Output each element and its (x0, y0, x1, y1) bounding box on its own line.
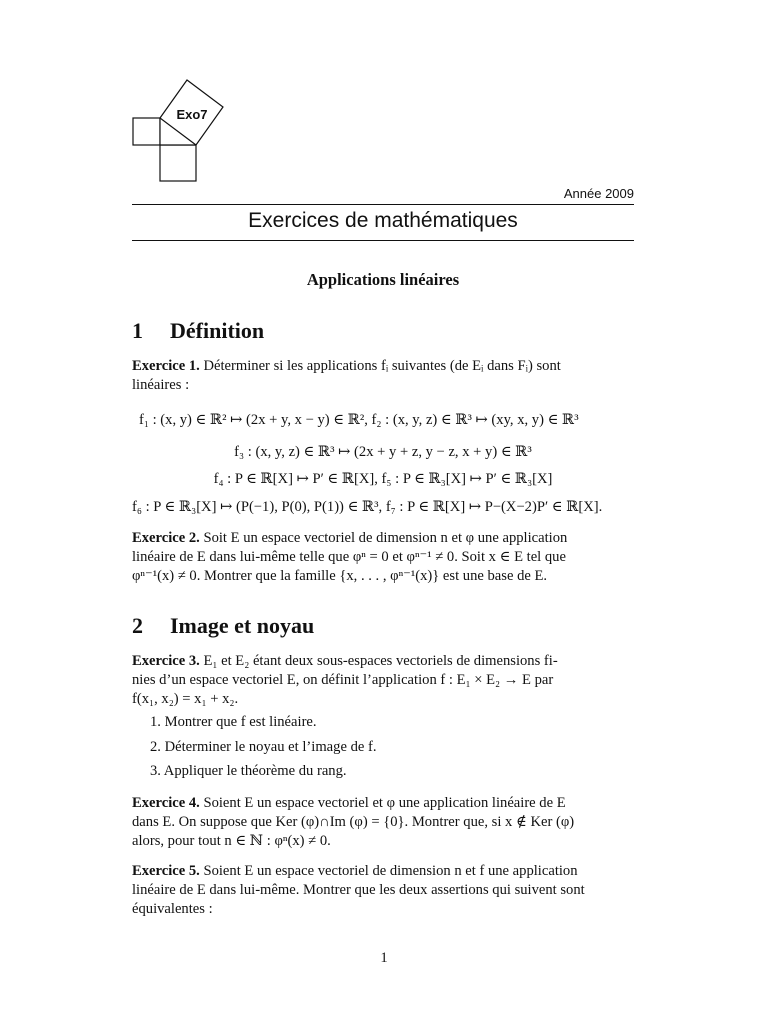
section-number: 1 (132, 318, 143, 343)
bottom-rule (132, 240, 634, 241)
equation-f4-f5: f₄ : P ∈ ℝ[X] ↦ P′ ∈ ℝ[X], f₅ : P ∈ ℝ₃[X] ↦ P′ ∈ ℝ₃[X] (213, 471, 553, 487)
exercise-text-line: alors, pour tout n ∈ ℕ : φⁿ(x) ≠ 0. (132, 833, 331, 849)
exercise-1 (132, 357, 634, 395)
exercise-text-line: φⁿ⁻¹(x) ≠ 0. Montrer que la famille {x, . . . , φⁿ⁻¹(x)} est une base de E. (132, 568, 548, 584)
page-number: 1 (380, 950, 388, 966)
exercise-text-line: linéaire de E dans lui-même telle que φⁿ = 0 et φⁿ⁻¹ ≠ 0. Soit x ∈ E tel que (132, 549, 566, 565)
exercise-4 (132, 794, 634, 851)
exercise-5 (132, 862, 634, 919)
exo7-logo (126, 74, 236, 190)
exercise-3 (132, 652, 634, 709)
section-heading-1 (132, 318, 264, 344)
exercise-text-line: Déterminer si les applications fᵢ suivantes (de Eᵢ dans Fᵢ) sont (203, 358, 561, 374)
document-title: Exercices de mathématiques (248, 209, 518, 232)
exercise-text-line: f(x₁, x₂) = x₁ + x₂. (132, 691, 239, 707)
section-title: Définition (170, 318, 265, 343)
section-heading-2 (132, 613, 314, 639)
list-item: 1. Montrer que f est linéaire. (150, 714, 317, 730)
exercise-text-line: E₁ et E₂ étant deux sous-espaces vectoriels de dimensions fi- (203, 653, 558, 669)
exercise-label: Exercice 5. (132, 863, 200, 879)
list-item: 2. Déterminer le noyau et l’image de f. (150, 739, 377, 755)
logo-text: Exo7 (176, 107, 208, 122)
exercise-text-line: nies d’un espace vectoriel E, on définit l’application f : E₁ × E₂ → E par (132, 672, 554, 688)
exercise-label: Exercice 2. (132, 530, 200, 546)
equation-f1-f2: f₁ : (x, y) ∈ ℝ² ↦ (2x + y, x − y) ∈ ℝ², f₂ : (x, y, z) ∈ ℝ³ ↦ (xy, x, y) ∈ ℝ³ (139, 412, 579, 428)
exercise-label: Exercice 1. (132, 358, 200, 374)
exercise-2 (132, 529, 634, 586)
exercise-label: Exercice 4. (132, 795, 200, 811)
exercise-text-line: équivalentes : (132, 901, 213, 917)
exercise-text-line: dans E. On suppose que Ker (φ)∩Im (φ) = {0}. Montrer que, si x ∉ Ker (φ) (132, 814, 575, 830)
exercise-text-line: Soient E un espace vectoriel de dimension n et f une application (203, 863, 578, 879)
top-rule (132, 204, 634, 205)
exercise-text-line: Soit E un espace vectoriel de dimension n et φ une application (203, 530, 568, 546)
exercise-label: Exercice 3. (132, 653, 200, 669)
document-subtitle: Applications linéaires (306, 270, 460, 289)
year-label: Année 2009 (563, 186, 634, 201)
equation-f6-f7: f₆ : P ∈ ℝ₃[X] ↦ (P(−1), P(0), P(1)) ∈ ℝ³, f₇ : P ∈ ℝ[X] ↦ P−(X−2)P′ ∈ ℝ[X]. (132, 499, 603, 515)
exercise-text-line: linéaire de E dans lui-même. Montrer que les deux assertions qui suivent sont (132, 882, 585, 898)
section-number: 2 (132, 613, 143, 638)
exercise-text-line: linéaires : (132, 377, 190, 393)
section-title: Image et noyau (170, 613, 315, 638)
equation-f3: f₃ : (x, y, z) ∈ ℝ³ ↦ (2x + y + z, y − z, x + y) ∈ ℝ³ (234, 444, 532, 460)
exercise-text-line: Soient E un espace vectoriel et φ une application linéaire de E (203, 795, 566, 811)
list-item: 3. Appliquer le théorème du rang. (150, 763, 347, 779)
